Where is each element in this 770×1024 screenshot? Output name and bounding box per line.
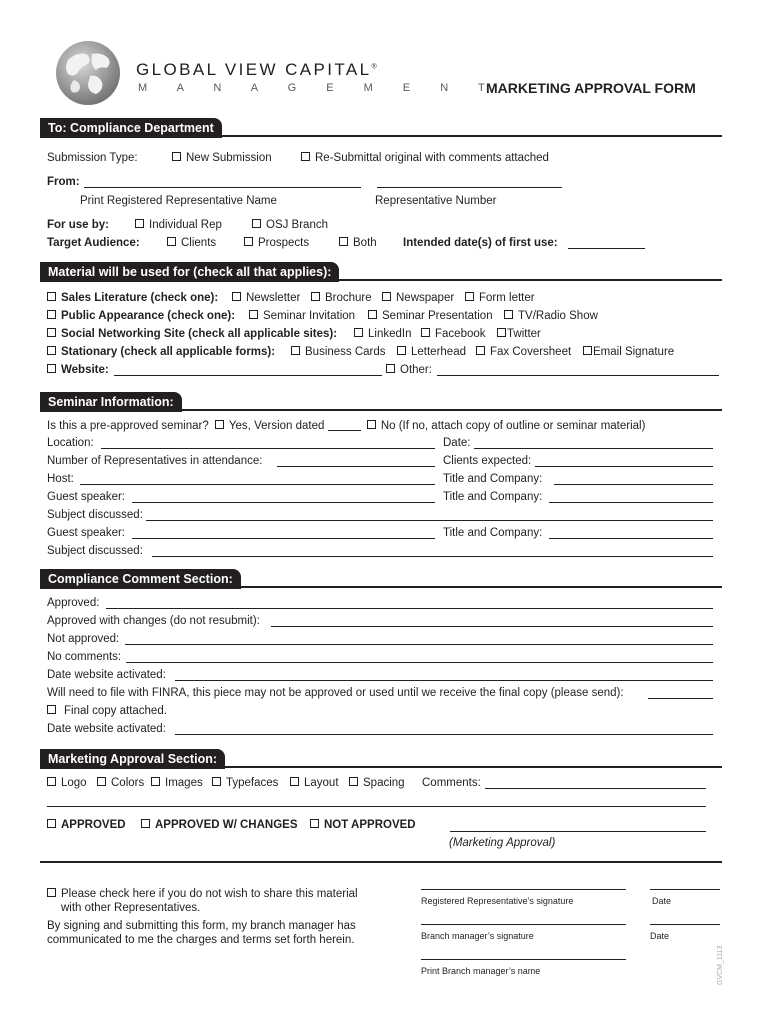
images-checkbox[interactable] bbox=[151, 777, 160, 786]
stationary-checkbox[interactable] bbox=[47, 346, 56, 355]
no-share-text-2: with other Representatives. bbox=[61, 902, 201, 914]
yes-version-label: Yes, Version dated bbox=[228, 420, 325, 432]
seminar-presentation-checkbox[interactable] bbox=[368, 310, 377, 319]
no-share-text-1: Please check here if you do not wish to share this material bbox=[61, 888, 358, 900]
bm-signature-field[interactable] bbox=[421, 924, 626, 925]
linkedin-checkbox[interactable] bbox=[354, 328, 363, 337]
signing-text-1: By signing and submitting this form, my branch manager has bbox=[47, 920, 356, 932]
brochure-label: Brochure bbox=[325, 292, 372, 304]
marketing-approval-signature-field[interactable] bbox=[450, 831, 706, 832]
logo-label: Logo bbox=[61, 777, 87, 789]
spacing-checkbox[interactable] bbox=[349, 777, 358, 786]
email-signature-option[interactable] bbox=[583, 346, 674, 358]
clients-checkbox[interactable] bbox=[167, 237, 176, 246]
not-approved-option[interactable] bbox=[310, 819, 416, 831]
osj-branch-label: OSJ Branch bbox=[266, 219, 328, 231]
signing-text-2: communicated to me the charges and terms set forth herein. bbox=[47, 934, 355, 946]
facebook-label: Facebook bbox=[435, 328, 486, 340]
approved-label: Approved: bbox=[47, 597, 100, 609]
form-title: MARKETING APPROVAL FORM bbox=[486, 80, 696, 96]
approved-changes-checkbox[interactable] bbox=[141, 819, 150, 828]
rep-signature-field[interactable] bbox=[421, 889, 626, 890]
fax-coversheet-label: Fax Coversheet bbox=[490, 346, 572, 358]
letterhead-label: Letterhead bbox=[411, 346, 466, 358]
approved-option-label: APPROVED bbox=[61, 819, 126, 831]
guest-speaker-label-1: Guest speaker: bbox=[47, 491, 125, 503]
website-checkbox[interactable] bbox=[47, 364, 56, 373]
final-copy-label: Final copy attached. bbox=[64, 705, 167, 717]
fax-coversheet-option[interactable] bbox=[476, 346, 571, 358]
no-share-option[interactable] bbox=[47, 888, 358, 900]
typefaces-option[interactable] bbox=[212, 777, 278, 789]
company-name bbox=[136, 60, 379, 80]
section-header-marketing-approval: Marketing Approval Section: bbox=[40, 749, 225, 769]
both-checkbox[interactable] bbox=[339, 237, 348, 246]
form-letter-checkbox[interactable] bbox=[465, 292, 474, 301]
resubmittal-label: Re-Submittal original with comments attached bbox=[315, 152, 549, 164]
print-bm-field[interactable] bbox=[421, 959, 626, 960]
title-company-field-2[interactable] bbox=[549, 502, 713, 503]
no-share-checkbox[interactable] bbox=[47, 888, 56, 897]
facebook-option[interactable] bbox=[421, 328, 486, 340]
print-name-caption: Print Registered Representative Name bbox=[80, 195, 277, 207]
section-header-compliance-comment: Compliance Comment Section: bbox=[40, 569, 241, 589]
submission-type-label: Submission Type: bbox=[47, 152, 138, 164]
approved-changes-option-label: APPROVED W/ CHANGES bbox=[155, 819, 298, 831]
preapproved-yes-checkbox[interactable] bbox=[215, 420, 224, 429]
host-field[interactable] bbox=[80, 484, 435, 485]
linkedin-label: LinkedIn bbox=[368, 328, 412, 340]
date-website-field-2[interactable] bbox=[175, 734, 713, 735]
other-field[interactable] bbox=[437, 375, 719, 376]
typefaces-checkbox[interactable] bbox=[212, 777, 221, 786]
subject-discussed-field-1[interactable] bbox=[146, 520, 713, 521]
typefaces-label: Typefaces bbox=[226, 777, 279, 789]
social-row[interactable] bbox=[47, 328, 337, 340]
num-reps-field[interactable] bbox=[277, 466, 435, 467]
social-checkbox[interactable] bbox=[47, 328, 56, 337]
linkedin-option[interactable] bbox=[354, 328, 411, 340]
seminar-invitation-checkbox[interactable] bbox=[249, 310, 258, 319]
osj-branch-option[interactable] bbox=[252, 219, 328, 231]
globe-logo-icon bbox=[50, 40, 130, 106]
date-website-label-1: Date website activated: bbox=[47, 669, 166, 681]
twitter-checkbox[interactable] bbox=[497, 328, 506, 337]
version-date-field[interactable] bbox=[328, 419, 361, 431]
website-label: Website: bbox=[61, 364, 109, 376]
section-rule bbox=[40, 279, 722, 281]
images-label: Images bbox=[165, 777, 203, 789]
clients-label: Clients bbox=[181, 237, 217, 249]
section-rule bbox=[40, 766, 722, 768]
email-signature-label: Email Signature bbox=[593, 346, 675, 358]
rep-date-caption: Date bbox=[652, 896, 672, 906]
comments-field-1[interactable] bbox=[485, 788, 706, 789]
public-appearance-row[interactable] bbox=[47, 310, 235, 322]
letterhead-option[interactable] bbox=[397, 346, 466, 358]
guest-speaker-field-2[interactable] bbox=[132, 538, 435, 539]
sales-lit-row[interactable] bbox=[47, 292, 218, 304]
date-field[interactable] bbox=[474, 448, 713, 449]
subject-discussed-label-1: Subject discussed: bbox=[47, 509, 143, 521]
layout-checkbox[interactable] bbox=[290, 777, 299, 786]
company-sub: M A N A G E M E N T bbox=[138, 82, 499, 94]
host-label: Host: bbox=[47, 473, 74, 485]
guest-speaker-field-1[interactable] bbox=[132, 502, 435, 503]
finra-field[interactable] bbox=[648, 698, 713, 699]
footer-rule bbox=[40, 861, 722, 863]
section-rule bbox=[40, 586, 722, 588]
spacing-label: Spacing bbox=[363, 777, 405, 789]
location-label: Location: bbox=[47, 437, 94, 449]
form-code: GVCM_1113 bbox=[717, 945, 724, 985]
final-copy-checkbox[interactable] bbox=[47, 705, 56, 714]
letterhead-checkbox[interactable] bbox=[397, 346, 406, 355]
rep-number-caption: Representative Number bbox=[375, 195, 497, 207]
rep-number-field[interactable] bbox=[377, 187, 562, 188]
target-audience-label: Target Audience: bbox=[47, 237, 140, 249]
clients-expected-field[interactable] bbox=[535, 466, 713, 467]
fax-coversheet-checkbox[interactable] bbox=[476, 346, 485, 355]
title-company-field-1[interactable] bbox=[554, 484, 713, 485]
not-approved-checkbox[interactable] bbox=[310, 819, 319, 828]
intended-dates-field[interactable] bbox=[568, 248, 645, 249]
resubmittal-option[interactable] bbox=[301, 152, 549, 164]
approved-field[interactable] bbox=[106, 608, 713, 609]
approved-changes-option[interactable] bbox=[141, 819, 298, 831]
bm-signature-caption: Branch manager’s signature bbox=[421, 931, 534, 941]
sales-lit-label: Sales Literature (check one): bbox=[61, 292, 219, 304]
date-website-field-1[interactable] bbox=[175, 680, 713, 681]
print-bm-caption: Print Branch manager’s name bbox=[421, 966, 541, 976]
business-cards-option[interactable] bbox=[291, 346, 386, 358]
email-signature-checkbox[interactable] bbox=[583, 346, 592, 355]
newspaper-checkbox[interactable] bbox=[382, 292, 391, 301]
comments-field-2[interactable] bbox=[47, 806, 706, 807]
marketing-approval-caption: (Marketing Approval) bbox=[449, 837, 556, 849]
bm-date-field[interactable] bbox=[650, 924, 720, 925]
not-approved-field[interactable] bbox=[125, 644, 713, 645]
newspaper-label: Newspaper bbox=[396, 292, 455, 304]
title-company-field-3[interactable] bbox=[549, 538, 713, 539]
section-rule bbox=[40, 135, 722, 137]
colors-option[interactable] bbox=[97, 777, 144, 789]
prospects-option[interactable] bbox=[244, 237, 309, 249]
both-label: Both bbox=[353, 237, 377, 249]
osj-branch-checkbox[interactable] bbox=[252, 219, 261, 228]
rep-date-field[interactable] bbox=[650, 889, 720, 890]
title-company-label-2: Title and Company: bbox=[443, 491, 543, 503]
submission-type-row bbox=[47, 152, 138, 164]
form-letter-option[interactable] bbox=[465, 292, 535, 304]
logo-checkbox[interactable] bbox=[47, 777, 56, 786]
stationary-row[interactable] bbox=[47, 346, 275, 358]
individual-rep-checkbox[interactable] bbox=[135, 219, 144, 228]
registered-mark: ® bbox=[371, 63, 380, 71]
date-website-label-2: Date website activated: bbox=[47, 723, 166, 735]
section-header-compliance-dept: To: Compliance Department bbox=[40, 118, 222, 138]
subject-discussed-field-2[interactable] bbox=[152, 556, 713, 557]
social-label: Social Networking Site (check all applicable sites): bbox=[61, 328, 338, 340]
newsletter-checkbox[interactable] bbox=[232, 292, 241, 301]
not-approved-label: Not approved: bbox=[47, 633, 120, 645]
date-label: Date: bbox=[443, 437, 471, 449]
newsletter-label: Newsletter bbox=[246, 292, 301, 304]
location-field[interactable] bbox=[101, 448, 435, 449]
brochure-option[interactable] bbox=[311, 292, 372, 304]
both-option[interactable] bbox=[339, 237, 377, 249]
tv-radio-checkbox[interactable] bbox=[504, 310, 513, 319]
new-submission-label: New Submission bbox=[186, 152, 272, 164]
approved-checkbox[interactable] bbox=[47, 819, 56, 828]
newsletter-option[interactable] bbox=[232, 292, 300, 304]
seminar-presentation-label: Seminar Presentation bbox=[382, 310, 493, 322]
images-option[interactable] bbox=[151, 777, 203, 789]
section-rule bbox=[40, 409, 722, 411]
tv-radio-option[interactable] bbox=[504, 310, 598, 322]
prospects-label: Prospects bbox=[258, 237, 310, 249]
other-checkbox[interactable] bbox=[386, 364, 395, 373]
num-reps-label: Number of Representatives in attendance: bbox=[47, 455, 263, 467]
final-copy-option[interactable] bbox=[47, 705, 167, 717]
no-comments-field[interactable] bbox=[126, 662, 713, 663]
preapproved-row bbox=[47, 419, 645, 432]
finra-label: Will need to file with FINRA, this piece may not be approved or used until we receive the final copy (please send): bbox=[47, 687, 624, 699]
approved-option[interactable] bbox=[47, 819, 126, 831]
approved-changes-field[interactable] bbox=[271, 626, 713, 627]
comments-label: Comments: bbox=[422, 777, 481, 789]
section-header-seminar: Seminar Information: bbox=[40, 392, 182, 412]
form-letter-label: Form letter bbox=[479, 292, 535, 304]
rep-name-field[interactable] bbox=[84, 187, 361, 188]
layout-label: Layout bbox=[304, 777, 339, 789]
preapproved-no-checkbox[interactable] bbox=[367, 420, 376, 429]
twitter-option[interactable] bbox=[497, 328, 541, 340]
logo-option[interactable] bbox=[47, 777, 87, 789]
for-use-by-label: For use by: bbox=[47, 219, 109, 231]
company-name-text: GLOBAL VIEW CAPITAL bbox=[136, 60, 372, 79]
from-label: From: bbox=[47, 176, 80, 188]
rep-signature-caption: Registered Representative’s signature bbox=[421, 896, 574, 906]
preapproved-label: Is this a pre-approved seminar? bbox=[47, 420, 209, 432]
colors-checkbox[interactable] bbox=[97, 777, 106, 786]
individual-rep-option[interactable] bbox=[135, 219, 222, 231]
intended-dates-label: Intended date(s) of first use: bbox=[403, 237, 558, 249]
new-submission-checkbox[interactable] bbox=[172, 152, 181, 161]
brochure-checkbox[interactable] bbox=[311, 292, 320, 301]
colors-label: Colors bbox=[111, 777, 145, 789]
other-label: Other: bbox=[400, 364, 432, 376]
public-appearance-label: Public Appearance (check one): bbox=[61, 310, 236, 322]
clients-option[interactable] bbox=[167, 237, 216, 249]
approved-changes-label: Approved with changes (do not resubmit): bbox=[47, 615, 260, 627]
newspaper-option[interactable] bbox=[382, 292, 454, 304]
business-cards-checkbox[interactable] bbox=[291, 346, 300, 355]
section-header-material: Material will be used for (check all that applies): bbox=[40, 262, 339, 282]
subject-discussed-label-2: Subject discussed: bbox=[47, 545, 143, 557]
stationary-label: Stationary (check all applicable forms): bbox=[61, 346, 276, 358]
bm-date-caption: Date bbox=[650, 931, 670, 941]
website-row[interactable] bbox=[47, 364, 109, 376]
individual-rep-label: Individual Rep bbox=[149, 219, 222, 231]
clients-expected-label: Clients expected: bbox=[443, 455, 532, 467]
title-company-label-3: Title and Company: bbox=[443, 527, 543, 539]
no-attach-label: No (If no, attach copy of outline or seminar material) bbox=[380, 420, 646, 432]
website-field[interactable] bbox=[114, 375, 382, 376]
twitter-label: Twitter bbox=[507, 328, 541, 340]
title-company-label-1: Title and Company: bbox=[443, 473, 543, 485]
seminar-presentation-option[interactable] bbox=[368, 310, 493, 322]
facebook-checkbox[interactable] bbox=[421, 328, 430, 337]
new-submission-option[interactable] bbox=[172, 152, 272, 164]
business-cards-label: Business Cards bbox=[305, 346, 386, 358]
not-approved-option-label: NOT APPROVED bbox=[324, 819, 416, 831]
resubmittal-checkbox[interactable] bbox=[301, 152, 310, 161]
other-option[interactable] bbox=[386, 364, 432, 376]
layout-option[interactable] bbox=[290, 777, 339, 789]
seminar-invitation-option[interactable] bbox=[249, 310, 355, 322]
no-comments-label: No comments: bbox=[47, 651, 122, 663]
seminar-invitation-label: Seminar Invitation bbox=[263, 310, 356, 322]
guest-speaker-label-2: Guest speaker: bbox=[47, 527, 125, 539]
tv-radio-label: TV/Radio Show bbox=[518, 310, 598, 322]
public-appearance-checkbox[interactable] bbox=[47, 310, 56, 319]
sales-lit-checkbox[interactable] bbox=[47, 292, 56, 301]
prospects-checkbox[interactable] bbox=[244, 237, 253, 246]
spacing-option[interactable] bbox=[349, 777, 405, 789]
